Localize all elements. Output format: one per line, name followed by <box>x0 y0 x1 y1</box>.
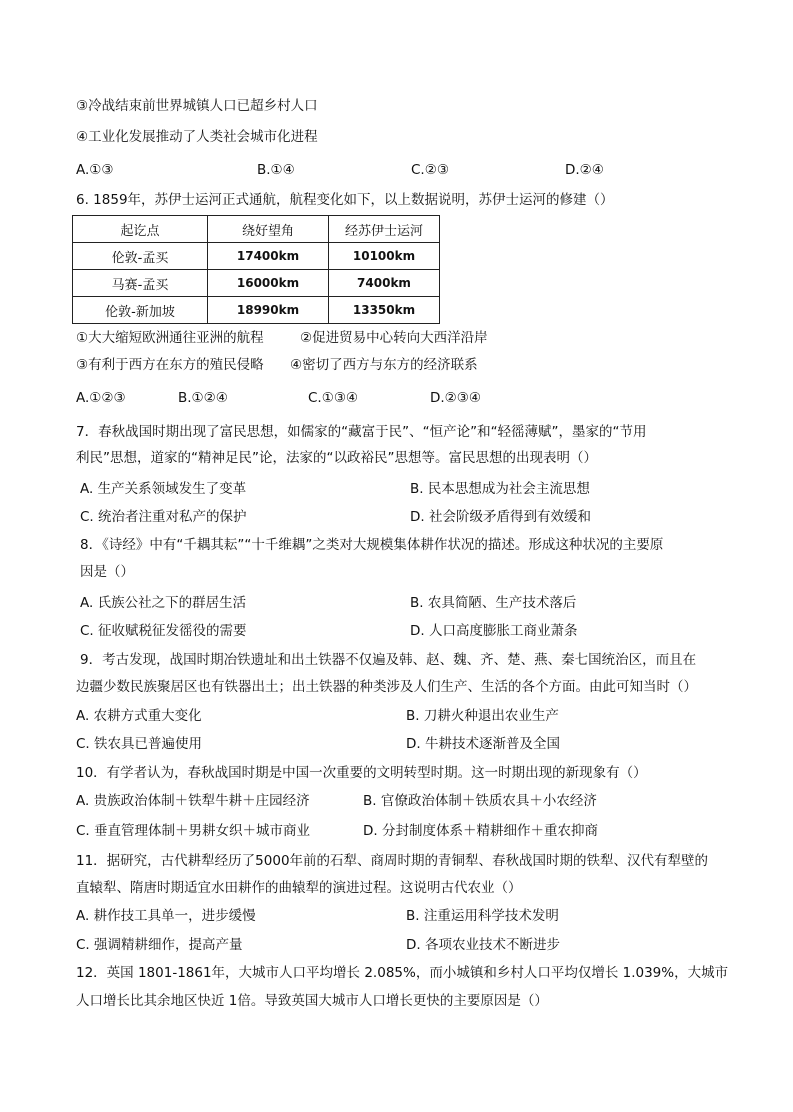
q6-option-d: D.②③④ <box>430 390 481 406</box>
q9-stem-line-1: 9．考古发现，战国时期冶铁遗址和出土铁器不仅遍及韩、赵、魏、齐、楚、燕、秦七国统治区，而且在 <box>80 652 697 668</box>
q7-stem-line-2: 利民”思想，道家的“精神足民”论，法家的“以政裕民”思想等。富民思想的出现表明（） <box>76 450 597 466</box>
q6-option-b: B.①②④ <box>178 390 228 406</box>
table-row <box>73 297 440 324</box>
q11-stem-line-1: 11．据研究，古代耕犁经历了5000年前的石犁、商周时期的青铜犁、春秋战国时期的铁犁、汉代有犁壁的 <box>76 853 709 869</box>
table-cell-distance: 18990km <box>208 297 329 324</box>
q5-option-c: C.②③ <box>411 162 449 178</box>
table-cell-distance: 17400km <box>208 243 329 270</box>
table-cell-route: 伦敦-孟买 <box>73 243 208 270</box>
q8-option-d: D. 人口高度膨胀工商业萧条 <box>410 623 578 639</box>
q9-option-d: D. 牛耕技术逐渐普及全国 <box>406 736 560 752</box>
table-header-row <box>73 216 440 243</box>
q10-option-a: A. 贵族政治体制＋铁犁牛耕＋庄园经济 <box>76 793 310 809</box>
q10-option-d: D. 分封制度体系＋精耕细作＋重农抑商 <box>363 823 598 839</box>
q8-stem-line-1: 8．《诗经》中有“千耦其耘”“十千维耦”之类对大规模集体耕作状况的描述。形成这种状况的主要原 <box>80 537 664 553</box>
table-cell-distance: 16000km <box>208 270 329 297</box>
table-header: 起讫点 <box>73 216 208 243</box>
q8-option-b: B. 农具简陋、生产技术落后 <box>410 595 577 611</box>
q12-stem-line-2: 人口增长比其余地区快近 1倍。导致英国大城市人口增长更快的主要原因是（） <box>76 993 548 1009</box>
q7-stem-line-1: 7．春秋战国时期出现了富民思想，如儒家的“藏富于民”、“恒产论”和“轻徭薄赋”，墨家的“节用 <box>76 424 647 440</box>
table-row <box>73 270 440 297</box>
table-row <box>73 243 440 270</box>
q7-option-d: D. 社会阶级矛盾得到有效缓和 <box>410 509 591 525</box>
q6-item-2: ②促进贸易中心转向大西洋沿岸 <box>300 330 488 346</box>
q6-item-3: ③有利于西方在东方的殖民侵略 <box>76 357 264 373</box>
q5-item-4: ④工业化发展推动了人类社会城市化进程 <box>76 129 318 145</box>
q10-option-c: C. 垂直管理体制＋男耕女织＋城市商业 <box>76 823 311 839</box>
q7-option-c: C. 统治者注重对私产的保护 <box>80 509 247 525</box>
q6-item-1: ①大大缩短欧洲通往亚洲的航程 <box>76 330 264 346</box>
table-cell-route: 马赛-孟买 <box>73 270 208 297</box>
q9-option-b: B. 刀耕火种退出农业生产 <box>406 708 559 724</box>
q8-option-c: C. 征收赋税征发徭役的需要 <box>80 623 247 639</box>
q6-stem: 6. 1859年，苏伊士运河正式通航，航程变化如下，以上数据说明，苏伊士运河的修建（） <box>76 192 614 208</box>
q5-option-b: B.①④ <box>257 162 295 178</box>
table-cell-distance: 13350km <box>329 297 440 324</box>
q7-option-a: A. 生产关系领域发生了变革 <box>80 481 247 497</box>
table-header: 经苏伊士运河 <box>329 216 440 243</box>
q8-option-a: A. 氏族公社之下的群居生活 <box>80 595 247 611</box>
q11-option-c: C. 强调精耕细作，提高产量 <box>76 937 243 953</box>
q9-option-a: A. 农耕方式重大变化 <box>76 708 202 724</box>
q6-item-4: ④密切了西方与东方的经济联系 <box>290 357 478 373</box>
table-header: 绕好望角 <box>208 216 329 243</box>
q10-option-b: B. 官僚政治体制＋铁质农具＋小农经济 <box>363 793 597 809</box>
table-cell-distance: 10100km <box>329 243 440 270</box>
q5-item-3: ③冷战结束前世界城镇人口已超乡村人口 <box>76 98 318 114</box>
q5-option-d: D.②④ <box>565 162 604 178</box>
table-cell-route: 伦敦-新加坡 <box>73 297 208 324</box>
q9-option-c: C. 铁农具已普遍使用 <box>76 736 203 752</box>
route-distance-table <box>72 215 440 324</box>
q11-option-b: B. 注重运用科学技术发明 <box>406 908 559 924</box>
table-cell-distance: 7400km <box>329 270 440 297</box>
q9-stem-line-2: 边疆少数民族聚居区也有铁器出土；出土铁器的种类涉及人们生产、生活的各个方面。由此可知当时（） <box>76 679 697 695</box>
q10-stem: 10．有学者认为，春秋战国时期是中国一次重要的文明转型时期。这一时期出现的新现象有（） <box>76 765 647 781</box>
q11-stem-line-2: 直辕犁、隋唐时期适宜水田耕作的曲辕犁的演进过程。这说明古代农业（） <box>76 880 522 896</box>
q5-option-a: A.①③ <box>76 162 114 178</box>
q8-stem-line-2: 因是（） <box>80 564 134 580</box>
q12-stem-line-1: 12．英国 1801-1861年，大城市人口平均增长 2.085%，而小城镇和乡村人口平均仅增长 1.039%，大城市 <box>76 965 729 981</box>
q7-option-b: B. 民本思想成为社会主流思想 <box>410 481 590 497</box>
q6-option-c: C.①③④ <box>308 390 359 406</box>
q11-option-d: D. 各项农业技术不断进步 <box>406 937 560 953</box>
q6-option-a: A.①②③ <box>76 390 126 406</box>
q11-option-a: A. 耕作技工具单一，进步缓慢 <box>76 908 256 924</box>
